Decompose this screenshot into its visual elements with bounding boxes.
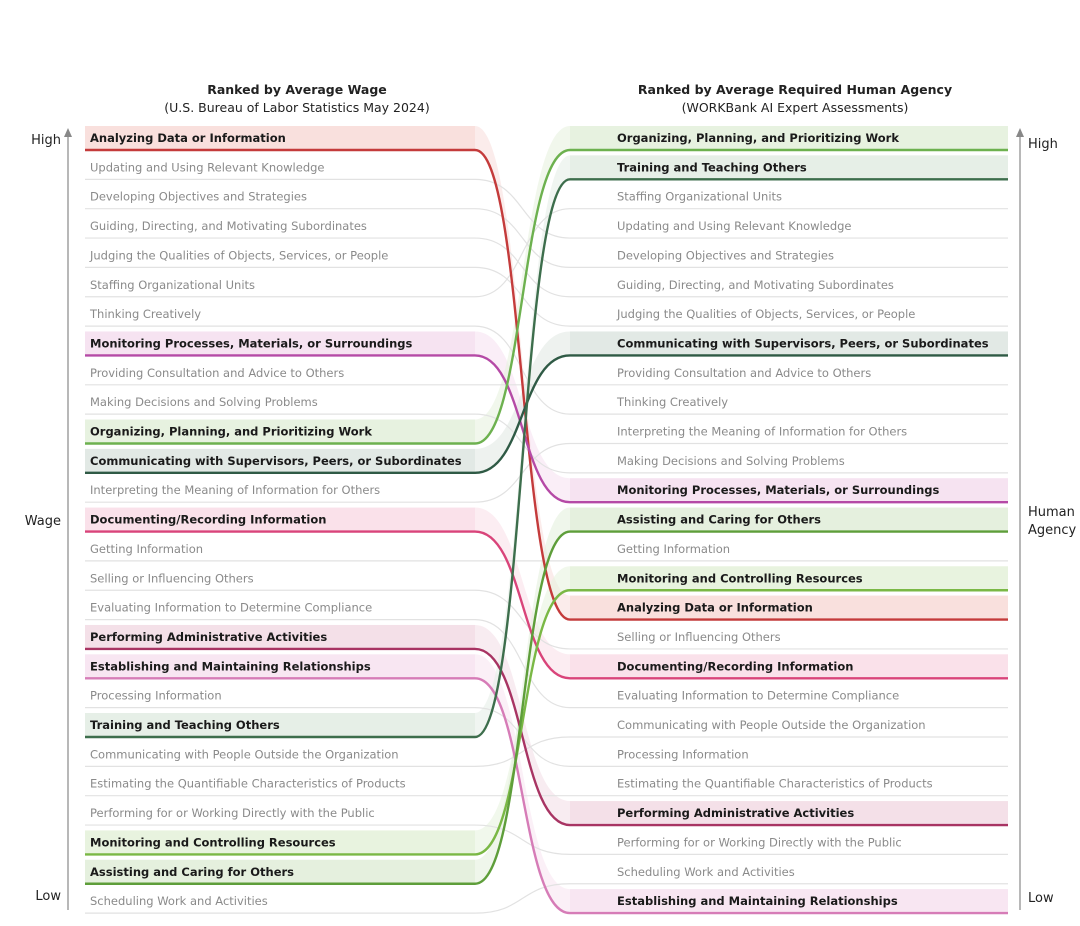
right-label-interpreting-the-meaning-of-information-for-others: Interpreting the Meaning of Information for Others [617,424,908,439]
left-axis-low-label: Low [35,889,61,904]
left-label-communicating-with-people-outside-the-organization: Communicating with People Outside the Organization [90,747,399,762]
right-label-analyzing-data-or-information: Analyzing Data or Information [617,600,813,615]
right-axis-mid-label-line: Agency [1028,523,1077,538]
right-label-documenting-recording-information: Documenting/Recording Information [617,659,854,674]
right-label-estimating-the-quantifiable-characteristics-of-products: Estimating the Quantifiable Characteristics of Products [617,776,933,791]
right-label-scheduling-work-and-activities: Scheduling Work and Activities [617,864,795,879]
right-label-performing-administrative-activities: Performing Administrative Activities [617,806,855,821]
right-label-staffing-organizational-units: Staffing Organizational Units [617,189,783,204]
right-label-monitoring-and-controlling-resources: Monitoring and Controlling Resources [617,571,863,586]
left-label-performing-for-or-working-directly-with-the-public: Performing for or Working Directly with the Public [90,806,375,821]
right-label-establishing-and-maintaining-relationships: Establishing and Maintaining Relationships [617,894,898,909]
left-label-staffing-organizational-units: Staffing Organizational Units [90,277,256,292]
right-label-getting-information: Getting Information [617,541,731,556]
left-axis-high-label: High [31,133,61,148]
left-label-updating-and-using-relevant-knowledge: Updating and Using Relevant Knowledge [90,160,325,175]
left-label-assisting-and-caring-for-others: Assisting and Caring for Others [90,864,295,879]
left-label-monitoring-and-controlling-resources: Monitoring and Controlling Resources [90,835,336,850]
left-axis-subtitle: (U.S. Bureau of Labor Statistics May 2024) [164,100,430,115]
left-axis-mid-label: Wage [24,514,61,529]
right-axis-arrow-icon [1016,128,1024,137]
left-label-processing-information: Processing Information [90,688,222,703]
left-label-providing-consultation-and-advice-to-others: Providing Consultation and Advice to Others [90,365,345,380]
right-axis-subtitle: (WORKBank AI Expert Assessments) [681,100,909,115]
left-label-training-and-teaching-others: Training and Teaching Others [90,718,280,732]
left-label-estimating-the-quantifiable-characteristics-of-products: Estimating the Quantifiable Characteristics of Products [90,776,406,791]
right-label-communicating-with-people-outside-the-organization: Communicating with People Outside the Organization [617,718,926,732]
left-label-monitoring-processes-materials-or-surroundings: Monitoring Processes, Materials, or Surroundings [90,336,413,351]
left-label-interpreting-the-meaning-of-information-for-others: Interpreting the Meaning of Information for Others [90,483,381,498]
right-label-updating-and-using-relevant-knowledge: Updating and Using Relevant Knowledge [617,219,852,234]
right-label-providing-consultation-and-advice-to-others: Providing Consultation and Advice to Others [617,365,872,380]
left-label-establishing-and-maintaining-relationships: Establishing and Maintaining Relationships [90,659,371,674]
right-label-communicating-with-supervisors-peers-or-subordinates: Communicating with Supervisors, Peers, or Subordinates [617,336,989,351]
right-axis-high-label: High [1028,137,1058,152]
right-label-developing-objectives-and-strategies: Developing Objectives and Strategies [617,248,834,263]
left-label-guiding-directing-and-motivating-subordinates: Guiding, Directing, and Motivating Subordinates [90,219,367,234]
left-label-documenting-recording-information: Documenting/Recording Information [90,512,327,527]
right-axis-mid-label [1028,505,1077,538]
right-label-organizing-planning-and-prioritizing-work: Organizing, Planning, and Prioritizing Work [617,131,899,145]
left-label-selling-or-influencing-others: Selling or Influencing Others [90,571,254,586]
right-label-training-and-teaching-others: Training and Teaching Others [617,160,807,175]
left-label-performing-administrative-activities: Performing Administrative Activities [90,629,328,644]
right-label-monitoring-processes-materials-or-surroundings: Monitoring Processes, Materials, or Surroundings [617,483,940,498]
left-label-evaluating-information-to-determine-compliance: Evaluating Information to Determine Compliance [90,600,373,615]
right-label-performing-for-or-working-directly-with-the-public: Performing for or Working Directly with the Public [617,835,902,850]
left-axis-arrow-icon [64,128,72,137]
left-label-making-decisions-and-solving-problems: Making Decisions and Solving Problems [90,395,318,410]
left-label-scheduling-work-and-activities: Scheduling Work and Activities [90,894,268,909]
right-axis-mid-label-line: Human [1028,505,1075,520]
left-label-thinking-creatively: Thinking Creatively [90,307,202,322]
left-label-developing-objectives-and-strategies: Developing Objectives and Strategies [90,189,307,204]
left-label-analyzing-data-or-information: Analyzing Data or Information [90,131,286,145]
left-label-communicating-with-supervisors-peers-or-subordinates: Communicating with Supervisors, Peers, or Subordinates [90,453,462,468]
right-label-making-decisions-and-solving-problems: Making Decisions and Solving Problems [617,453,845,468]
right-label-judging-the-qualities-of-objects-services-or-people: Judging the Qualities of Objects, Services, or People [617,307,916,322]
left-label-judging-the-qualities-of-objects-services-or-people: Judging the Qualities of Objects, Services, or People [90,248,389,263]
right-label-thinking-creatively: Thinking Creatively [617,395,729,410]
right-label-guiding-directing-and-motivating-subordinates: Guiding, Directing, and Motivating Subordinates [617,277,894,292]
right-axis-low-label: Low [1028,891,1054,906]
right-label-evaluating-information-to-determine-compliance: Evaluating Information to Determine Compliance [617,688,900,703]
left-axis-title: Ranked by Average Wage [207,82,387,97]
left-label-organizing-planning-and-prioritizing-work: Organizing, Planning, and Prioritizing Work [90,424,372,439]
right-label-processing-information: Processing Information [617,747,749,762]
right-axis-title: Ranked by Average Required Human Agency [637,82,953,97]
right-label-assisting-and-caring-for-others: Assisting and Caring for Others [617,512,822,527]
right-label-selling-or-influencing-others: Selling or Influencing Others [617,629,781,644]
left-label-getting-information: Getting Information [90,541,204,556]
